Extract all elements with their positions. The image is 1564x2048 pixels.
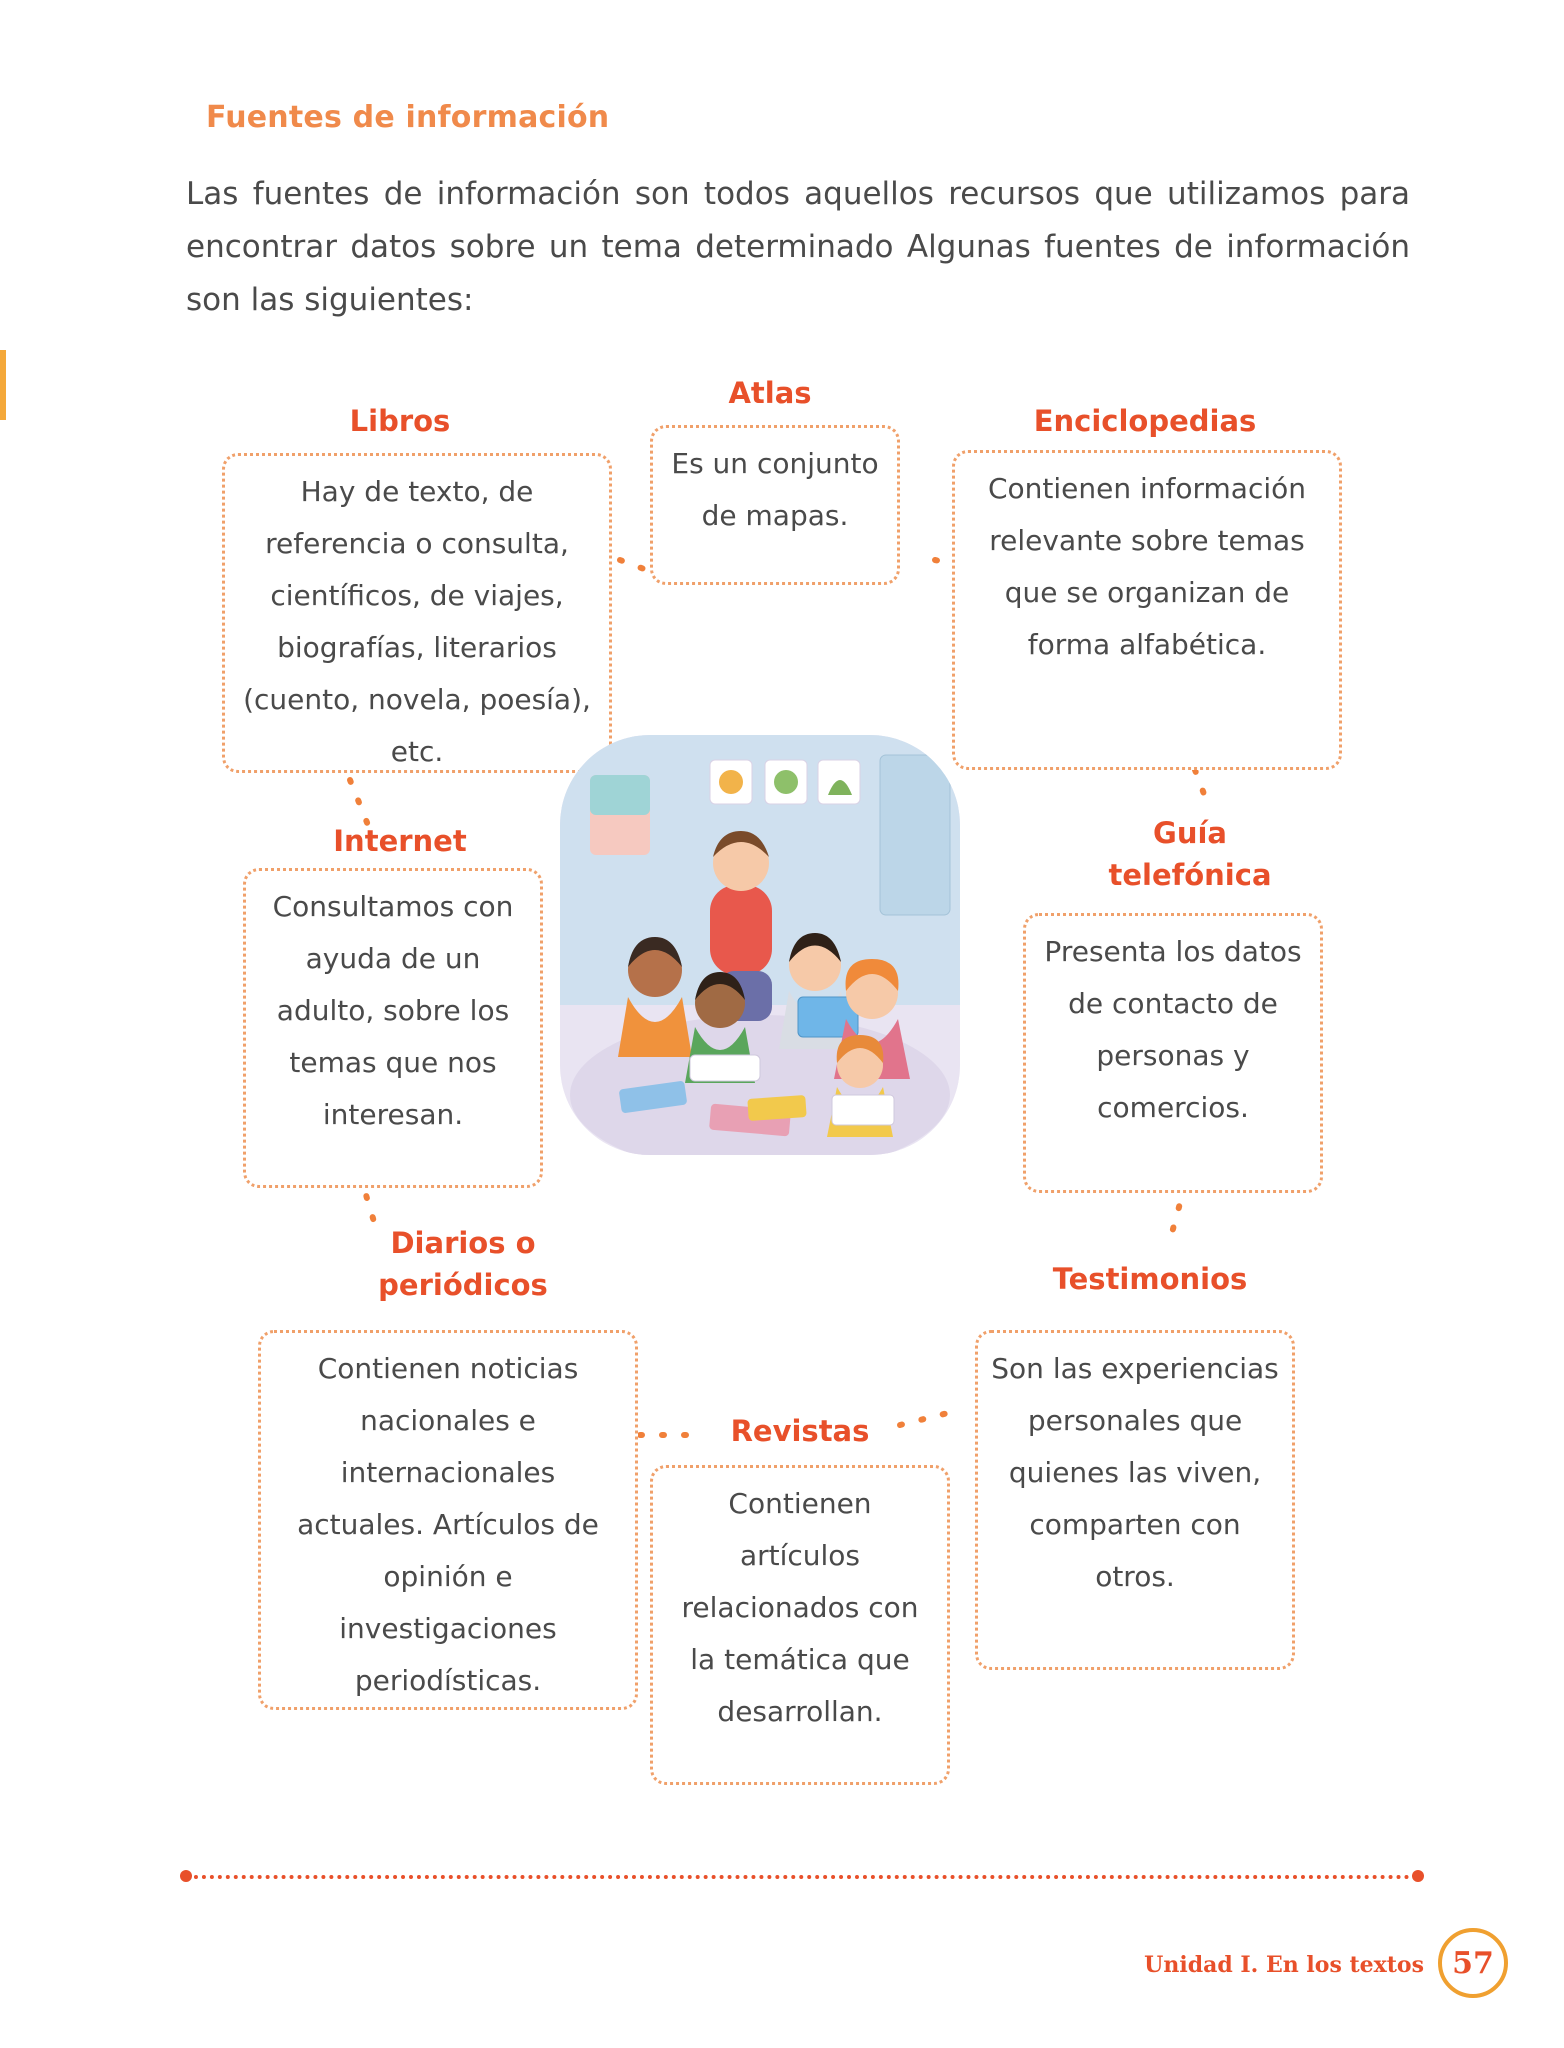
- card-title-revistas: Revistas: [730, 1414, 870, 1448]
- card-atlas: Es un conjunto de mapas.: [650, 425, 900, 585]
- card-testimonios: Son las experiencias personales que quienes las viven, comparten con otros.: [975, 1330, 1295, 1670]
- card-guia-telefonica: Presenta los datos de contacto de personas y comercios.: [1023, 913, 1323, 1193]
- footer-divider: [186, 1875, 1418, 1883]
- card-title-atlas: Atlas: [728, 376, 812, 410]
- page-number: 57: [1438, 1928, 1508, 1998]
- intro-paragraph: Las fuentes de información son todos aquellos recursos que utilizamos para encontrar datos sobre un tema determinado Algunas fuentes de información son las siguientes:: [186, 176, 1410, 318]
- footer-dot-left: [180, 1870, 192, 1882]
- card-title-guia-telefonica: Guía telefónica: [1108, 816, 1272, 892]
- card-revistas: Contienen artículos relacionados con la temática que desarrollan.: [650, 1465, 950, 1785]
- card-internet: Consultamos con ayuda de un adulto, sobre los temas que nos interesan.: [243, 868, 543, 1188]
- card-title-enciclopedias: Enciclopedias: [1033, 404, 1257, 438]
- page-title: Fuentes de información: [206, 100, 610, 135]
- card-libros: Hay de texto, de referencia o consulta, científicos, de viajes, biografías, literarios (cuento, novela, poesía), etc.: [222, 453, 612, 773]
- footer-label: Unidad I. En los textos: [1144, 1952, 1424, 1978]
- card-enciclopedias: Contienen información relevante sobre temas que se organizan de forma alfabética.: [952, 450, 1342, 770]
- card-title-libros: Libros: [349, 404, 451, 438]
- footer-dot-right: [1412, 1870, 1424, 1882]
- card-diarios: Contienen noticias nacionales e internacionales actuales. Artículos de opinión e investigaciones periodísticas.: [258, 1330, 638, 1710]
- card-title-testimonios: Testimonios: [1052, 1262, 1248, 1296]
- card-title-internet: Internet: [333, 824, 467, 858]
- classroom-children-reading-illustration: [560, 735, 960, 1155]
- card-title-diarios: Diarios o periódicos: [378, 1226, 548, 1302]
